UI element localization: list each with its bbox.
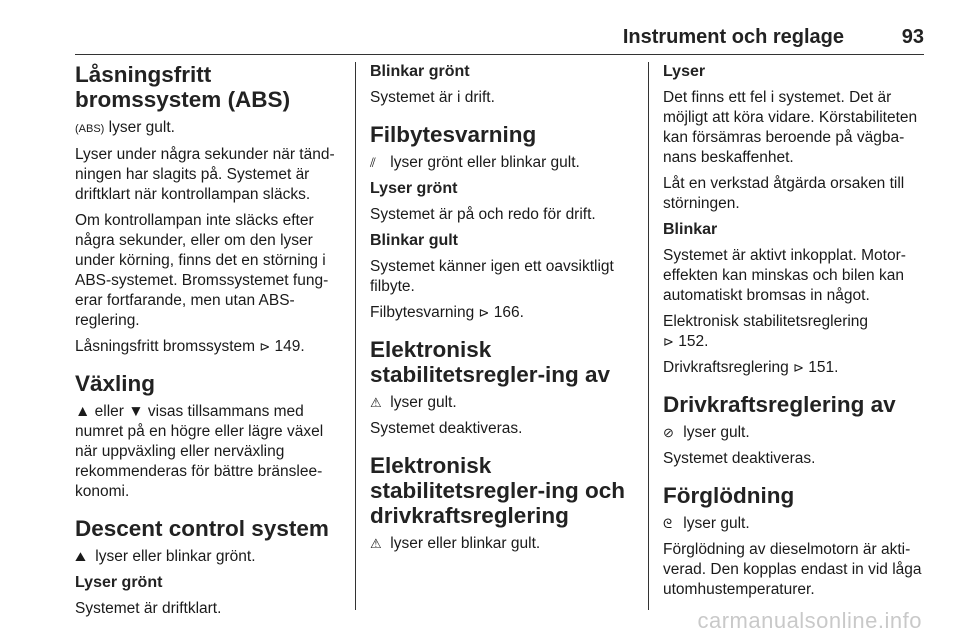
blink-paragraph: Systemet är aktivt inkopplat. Motor-effekten kan minskas och bilen kan automatiskt bromsas in något.	[663, 247, 906, 304]
abs-warning-icon: (ABS)	[75, 123, 105, 135]
gear-paragraph: ▲ eller ▼ visas tillsammans med numret på en högre eller lägre växel när uppväxling eller nerväxling rekommenderas för bättre bränslee-konomi.	[75, 403, 324, 500]
lane-lamp-text: ⫽ lyser grönt eller blinkar gult.	[370, 154, 580, 171]
descent-lamp-text: ⛰ lyser eller blinkar grönt.	[75, 548, 256, 565]
lit-paragraph-2: Låt en verkstad åtgärda orsaken till störningen.	[663, 175, 905, 212]
section-title-esc-off: Elektronisk stabilitetsregler-ing av	[370, 337, 611, 387]
lane-departure-icon: ⫽	[370, 155, 376, 170]
abs-lamp-text: (ABS) lyser gult.	[75, 118, 345, 139]
tc-off-lamp-text: ⊘ lyser gult.	[663, 424, 750, 441]
descent-subheading: Lyser grönt	[75, 574, 163, 591]
lane-subheading-1: Lyser grönt	[370, 180, 458, 197]
tc-reference[interactable]: Drivkraftsreglering ⊳ 151.	[663, 359, 839, 376]
column-2	[370, 62, 632, 560]
glow-plug-icon: ᘓ	[663, 516, 673, 531]
lit-paragraph-1: Det finns ett fel i systemet. Det är möjligt att köra vidare. Körstabiliteten kan försämras beroende på vägba-nans beskaffenhet.	[663, 89, 918, 166]
section-title-descent: Descent control system	[75, 516, 329, 541]
tc-off-paragraph: Systemet deaktiveras.	[663, 450, 816, 467]
lane-subheading-2: Blinkar gult	[370, 232, 459, 249]
esc-off-icon: ⚠	[370, 395, 382, 410]
lane-sub-paragraph-2: Systemet känner igen ett oavsiktligt filbyte.	[370, 258, 614, 295]
blink-subheading: Blinkar	[663, 221, 718, 238]
page-ref-arrow-icon: ⊳	[259, 339, 271, 354]
lit-subheading: Lyser	[663, 63, 706, 80]
descent-blink-subheading: Blinkar grönt	[370, 63, 470, 80]
page-ref-arrow-icon: ⊳	[793, 360, 804, 375]
column-3	[663, 62, 928, 606]
chapter-title: Instrument och reglage	[622, 26, 844, 48]
descent-control-icon: ⛰	[75, 549, 86, 564]
esc-traction-icon: ⚠	[370, 536, 382, 551]
section-title-lane: Filbytesvarning	[370, 122, 537, 147]
section-title-gear: Växling	[75, 371, 156, 396]
header-divider	[75, 54, 924, 55]
abs-reference[interactable]: Låsningsfritt bromssystem ⊳ 149.	[75, 338, 305, 355]
lane-sub-paragraph-1: Systemet är på och redo för drift.	[370, 206, 596, 223]
esc-tc-lamp-text: ⚠ lyser eller blinkar gult.	[370, 535, 541, 552]
page-header	[0, 0, 960, 55]
esc-off-paragraph: Systemet deaktiveras.	[370, 420, 523, 437]
glow-lamp-text: ᘓ lyser gult.	[663, 515, 750, 532]
abs-paragraph-2: Om kontrollampan inte släcks efter några sekunder, eller om den lyser under körning, finns det en störning i ABS-systemet. Bromssystemet fung-erar fortfarande, men utan ABS-reglering.	[75, 212, 329, 329]
traction-off-icon: ⊘	[663, 425, 674, 440]
section-title-tc-off: Drivkraftsreglering av	[663, 392, 896, 417]
page-ref-arrow-icon: ⊳	[663, 334, 674, 349]
descent-sub-paragraph: Systemet är driftklart.	[75, 600, 222, 617]
column-divider	[648, 62, 649, 610]
page-ref-arrow-icon: ⊳	[478, 305, 490, 320]
lane-reference[interactable]: Filbytesvarning ⊳ 166.	[370, 304, 524, 321]
descent-blink-paragraph: Systemet är i drift.	[370, 89, 495, 106]
section-title-abs: Låsningsfritt bromssystem (ABS)	[75, 62, 291, 112]
watermark: carmanualsonline.info	[697, 608, 922, 633]
column-divider	[355, 62, 356, 610]
esc-reference[interactable]: Elektronisk stabilitetsreglering ⊳ 152.	[663, 313, 869, 350]
abs-paragraph-1: Lyser under några sekunder när tänd-ningen har slagits på. Systemet är driftklart när kontrollampan släcks.	[75, 146, 335, 203]
section-title-esc-tc: Elektronisk stabilitetsregler-ing och drivkraftsreglering	[370, 453, 626, 528]
section-title-glow: Förglödning	[663, 483, 795, 508]
glow-paragraph: Förglödning av dieselmotorn är akti-verad. Den kopplas endast in vid låga utomhustemperaturer.	[663, 541, 922, 598]
esc-off-lamp-text: ⚠ lyser gult.	[370, 394, 457, 411]
column-1	[75, 62, 345, 625]
page-number: 93	[901, 26, 924, 48]
